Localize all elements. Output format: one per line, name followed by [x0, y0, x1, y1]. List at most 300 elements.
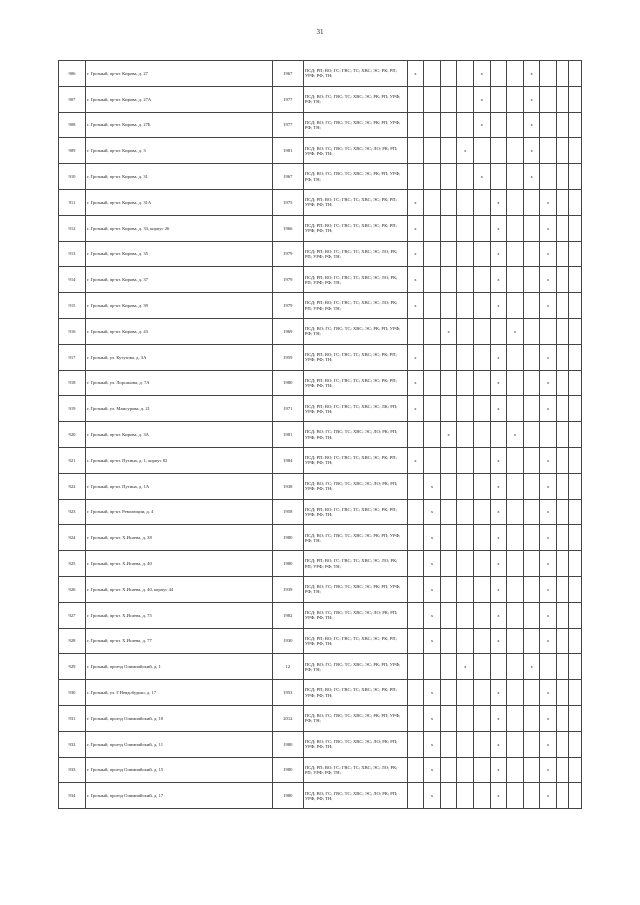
period-mark-cell: x [490, 344, 507, 370]
period-mark-cell [440, 783, 457, 809]
period-mark-cell [424, 422, 441, 448]
period-mark-cell: x [523, 112, 540, 138]
period-mark-cell [474, 189, 491, 215]
row-number: 918 [59, 370, 86, 396]
row-number: 911 [59, 189, 86, 215]
year-cell: 1980 [272, 783, 303, 809]
period-mark-cell [556, 628, 568, 654]
period-mark-cell: x [424, 757, 441, 783]
period-mark-cell [424, 344, 441, 370]
period-mark-cell [507, 731, 524, 757]
period-mark-cell [523, 783, 540, 809]
period-mark-cell: x [540, 783, 557, 809]
period-mark-cell [569, 61, 582, 87]
period-mark-cell [569, 215, 582, 241]
period-mark-cell: x [407, 344, 424, 370]
period-mark-cell [507, 705, 524, 731]
period-mark-cell [407, 164, 424, 190]
table-row [59, 138, 582, 164]
works-list-cell: ПСД; РП; ВО; ГС; ГВС; ТС; ХВС; ЭС; ЛО; РК; РП; УРФ; РФ; ТН; [303, 757, 407, 783]
period-mark-cell [523, 293, 540, 319]
table-row [59, 370, 582, 396]
period-mark-cell [523, 525, 540, 551]
period-mark-cell: x [540, 370, 557, 396]
year-cell: 1958 [272, 499, 303, 525]
period-mark-cell [490, 61, 507, 87]
period-mark-cell: x [540, 525, 557, 551]
period-mark-cell: x [490, 473, 507, 499]
period-mark-cell [556, 396, 568, 422]
row-number: 934 [59, 783, 86, 809]
period-mark-cell: x [490, 525, 507, 551]
period-mark-cell [440, 164, 457, 190]
year-cell: 1967 [272, 164, 303, 190]
address-cell: г. Грозный, пр-кт. Х.Исаева, д. 40, корпус 44 [85, 576, 272, 602]
period-mark-cell: x [490, 215, 507, 241]
period-mark-cell [569, 654, 582, 680]
period-mark-cell: x [523, 86, 540, 112]
period-mark-cell: x [424, 576, 441, 602]
works-list-cell: ПСД; ВО; ГС; ГВС; ТС; ХВС; ЭС; РК; РП; УРФ; РФ; ТН; [303, 576, 407, 602]
period-mark-cell [407, 628, 424, 654]
address-cell: г. Грозный, ул. Мамсурова, д. 21 [85, 396, 272, 422]
period-mark-cell [407, 654, 424, 680]
year-cell: 1980 [272, 731, 303, 757]
period-mark-cell [556, 138, 568, 164]
year-cell: 1979 [272, 241, 303, 267]
table-row [59, 757, 582, 783]
row-number: 931 [59, 705, 86, 731]
period-mark-cell [569, 757, 582, 783]
period-mark-cell [556, 267, 568, 293]
period-mark-cell [474, 705, 491, 731]
period-mark-cell [490, 138, 507, 164]
year-cell: 1977 [272, 86, 303, 112]
table-row [59, 705, 582, 731]
table-row [59, 215, 582, 241]
period-mark-cell [457, 293, 474, 319]
period-mark-cell: x [523, 138, 540, 164]
period-mark-cell: x [490, 783, 507, 809]
period-mark-cell: x [540, 705, 557, 731]
period-mark-cell: x [440, 318, 457, 344]
address-cell: г. Грозный, пр-кт. Кирова, д. 39 [85, 293, 272, 319]
table-row [59, 783, 582, 809]
period-mark-cell: x [490, 680, 507, 706]
works-list-cell: ПСД; ВО; ГС; ГВС; ТС; ХВС; ЭС; РК; РП; УРФ; РФ; ТН; [303, 654, 407, 680]
period-mark-cell [507, 551, 524, 577]
year-cell: 1979 [272, 293, 303, 319]
period-mark-cell [474, 757, 491, 783]
period-mark-cell [569, 499, 582, 525]
period-mark-cell [457, 447, 474, 473]
period-mark-cell [523, 318, 540, 344]
period-mark-cell [569, 396, 582, 422]
period-mark-cell [457, 189, 474, 215]
period-mark-cell [569, 241, 582, 267]
row-number: 912 [59, 215, 86, 241]
address-cell: г. Грозный, проезд Олимпийский, д. 1 [85, 654, 272, 680]
period-mark-cell [457, 602, 474, 628]
works-list-cell: ПСД; РП; ВО; ГС; ГВС; ТС; ХВС; ЭС; РК; РП; УРФ; РФ; ТН; [303, 61, 407, 87]
period-mark-cell [440, 628, 457, 654]
period-mark-cell [569, 189, 582, 215]
period-mark-cell [440, 731, 457, 757]
year-cell: 12 [272, 654, 303, 680]
period-mark-cell [569, 293, 582, 319]
period-mark-cell [507, 783, 524, 809]
housing-registry-table [58, 60, 582, 809]
period-mark-cell: x [424, 499, 441, 525]
row-number: 916 [59, 318, 86, 344]
period-mark-cell [407, 576, 424, 602]
period-mark-cell [507, 86, 524, 112]
period-mark-cell [474, 680, 491, 706]
period-mark-cell [523, 215, 540, 241]
period-mark-cell [540, 654, 557, 680]
period-mark-cell [507, 241, 524, 267]
period-mark-cell [440, 447, 457, 473]
row-number: 909 [59, 138, 86, 164]
row-number: 921 [59, 447, 86, 473]
period-mark-cell: x [540, 267, 557, 293]
period-mark-cell: x [490, 499, 507, 525]
works-list-cell: ПСД; ВО; ГС; ГВС; ТС; ХВС; ЭС; ЛО; РК; РП; УРФ; РФ; ТН; [303, 473, 407, 499]
table-row [59, 525, 582, 551]
period-mark-cell [556, 189, 568, 215]
period-mark-cell [490, 112, 507, 138]
period-mark-cell [474, 215, 491, 241]
address-cell: г. Грозный, пр-кт. Кирова, д. 27 [85, 61, 272, 87]
period-mark-cell [407, 422, 424, 448]
period-mark-cell [507, 370, 524, 396]
period-mark-cell [440, 499, 457, 525]
address-cell: г. Грозный, проезд Олимпийский, д. 11 [85, 731, 272, 757]
period-mark-cell [569, 86, 582, 112]
period-mark-cell [540, 422, 557, 448]
year-cell: 1971 [272, 396, 303, 422]
period-mark-cell: x [424, 551, 441, 577]
period-mark-cell [440, 370, 457, 396]
period-mark-cell [440, 551, 457, 577]
row-number: 930 [59, 680, 86, 706]
period-mark-cell [474, 318, 491, 344]
year-cell: 1953 [272, 680, 303, 706]
address-cell: г. Грозный, пр-кт. Кирова, д. 37 [85, 267, 272, 293]
table-row [59, 267, 582, 293]
period-mark-cell [523, 189, 540, 215]
address-cell: г. Грозный, пр-кт. Кирова, д. 33, корпус 26 [85, 215, 272, 241]
period-mark-cell [540, 112, 557, 138]
period-mark-cell: x [457, 138, 474, 164]
row-number: 925 [59, 551, 86, 577]
period-mark-cell [556, 112, 568, 138]
period-mark-cell: x [407, 241, 424, 267]
year-cell: 1980 [272, 370, 303, 396]
period-mark-cell [507, 680, 524, 706]
period-mark-cell [507, 396, 524, 422]
period-mark-cell: x [507, 318, 524, 344]
period-mark-cell [540, 61, 557, 87]
period-mark-cell [407, 318, 424, 344]
period-mark-cell [474, 525, 491, 551]
table-row [59, 731, 582, 757]
period-mark-cell: x [424, 628, 441, 654]
period-mark-cell [474, 731, 491, 757]
period-mark-cell [540, 164, 557, 190]
year-cell: 2012 [272, 705, 303, 731]
period-mark-cell: x [424, 525, 441, 551]
period-mark-cell [523, 447, 540, 473]
period-mark-cell [474, 447, 491, 473]
works-list-cell: ПСД; ВО; ГС; ГВС; ТС; ХВС; ЭС; ЛО; РК; РП; УРФ; РФ; ТН; [303, 731, 407, 757]
period-mark-cell: x [407, 396, 424, 422]
year-cell: 1982 [272, 602, 303, 628]
period-mark-cell [407, 112, 424, 138]
year-cell: 1977 [272, 112, 303, 138]
period-mark-cell: x [490, 370, 507, 396]
period-mark-cell [556, 473, 568, 499]
period-mark-cell [440, 396, 457, 422]
period-mark-cell [490, 86, 507, 112]
period-mark-cell [523, 551, 540, 577]
period-mark-cell: x [540, 241, 557, 267]
works-list-cell: ПСД; РП; ВО; ГС; ГВС; ТС; ХВС; ЭС; РК; РП; УРФ; РФ; ТН; [303, 447, 407, 473]
period-mark-cell [556, 731, 568, 757]
period-mark-cell [457, 112, 474, 138]
period-mark-cell [556, 215, 568, 241]
period-mark-cell [474, 241, 491, 267]
period-mark-cell [407, 551, 424, 577]
period-mark-cell [490, 422, 507, 448]
period-mark-cell [424, 396, 441, 422]
row-number: 932 [59, 731, 86, 757]
row-number: 927 [59, 602, 86, 628]
period-mark-cell [569, 525, 582, 551]
table-row [59, 396, 582, 422]
address-cell: г. Грозный, пр-кт. Х.Исаева, д. 40 [85, 551, 272, 577]
works-list-cell: ПСД; РП; ВО; ГС; ГВС; ТС; ХВС; ЭС; РК; РП; УРФ; РФ; ТН; [303, 370, 407, 396]
period-mark-cell [523, 396, 540, 422]
table-row [59, 164, 582, 190]
period-mark-cell [474, 396, 491, 422]
period-mark-cell [507, 344, 524, 370]
works-list-cell: ПСД; ВО; ГС; ГВС; ТС; ХВС; ЭС; РК; РП; УРФ; РФ; ТН; [303, 86, 407, 112]
row-number: 920 [59, 422, 86, 448]
period-mark-cell: x [540, 189, 557, 215]
table-row [59, 654, 582, 680]
period-mark-cell [424, 447, 441, 473]
period-mark-cell [569, 112, 582, 138]
period-mark-cell [457, 267, 474, 293]
period-mark-cell [440, 757, 457, 783]
period-mark-cell [523, 680, 540, 706]
period-mark-cell [569, 731, 582, 757]
works-list-cell: ПСД; РП; ВО; ГС; ГВС; ТС; ХВС; ЭС; ЛО; РК; РП; УРФ; РФ; ТН; [303, 293, 407, 319]
period-mark-cell [457, 473, 474, 499]
works-list-cell: ПСД; РП; ВО; ГС; ГВС; ТС; ХВС; ЭС; РК; РП; УРФ; РФ; ТН; [303, 215, 407, 241]
period-mark-cell [507, 654, 524, 680]
year-cell: 1938 [272, 473, 303, 499]
period-mark-cell [507, 189, 524, 215]
period-mark-cell [440, 293, 457, 319]
period-mark-cell [474, 499, 491, 525]
works-list-cell: ПСД; ВО; ГС; ГВС; ТС; ХВС; ЭС; РК; РП; УРФ; РФ; ТН; [303, 318, 407, 344]
period-mark-cell [407, 602, 424, 628]
period-mark-cell [507, 293, 524, 319]
period-mark-cell [569, 370, 582, 396]
period-mark-cell [407, 86, 424, 112]
period-mark-cell [474, 293, 491, 319]
row-number: 910 [59, 164, 86, 190]
period-mark-cell: x [490, 293, 507, 319]
works-list-cell: ПСД; РП; ВО; ГС; ГВС; ТС; ХВС; ЭС; ЛО; РК; РП; УРФ; РФ; ТН; [303, 267, 407, 293]
works-list-cell: ПСД; РП; ВО; ГС; ГВС; ТС; ХВС; ЭС; ЛО; РК; РП; УРФ; РФ; ТН; [303, 551, 407, 577]
period-mark-cell [569, 267, 582, 293]
address-cell: г. Грозный, пр-кт. Х.Исаева, д. 75 [85, 602, 272, 628]
year-cell: 1980 [272, 551, 303, 577]
period-mark-cell [474, 473, 491, 499]
period-mark-cell [457, 525, 474, 551]
table-row [59, 86, 582, 112]
period-mark-cell: x [540, 628, 557, 654]
address-cell: г. Грозный, пр-кт. Кирова, д. 27А [85, 86, 272, 112]
period-mark-cell: x [540, 499, 557, 525]
period-mark-cell: x [540, 576, 557, 602]
period-mark-cell [523, 757, 540, 783]
period-mark-cell: x [424, 473, 441, 499]
period-mark-cell: x [490, 447, 507, 473]
period-mark-cell [556, 370, 568, 396]
period-mark-cell [556, 499, 568, 525]
period-mark-cell: x [424, 602, 441, 628]
period-mark-cell [474, 576, 491, 602]
year-cell: 1969 [272, 318, 303, 344]
period-mark-cell: x [490, 731, 507, 757]
period-mark-cell [474, 628, 491, 654]
year-cell: 1980 [272, 525, 303, 551]
row-number: 933 [59, 757, 86, 783]
period-mark-cell [440, 112, 457, 138]
period-mark-cell [424, 654, 441, 680]
period-mark-cell [424, 112, 441, 138]
works-list-cell: ПСД; РП; ВО; ГС; ГВС; ТС; ХВС; ЭС; ЛО; РК; РП; УРФ; РФ; ТН; [303, 241, 407, 267]
works-list-cell: ПСД; РП; ВО; ГС; ГВС; ТС; ХВС; ЭС; РК; РП; УРФ; РФ; ТН; [303, 628, 407, 654]
works-list-cell: ПСД; ВО; ГС; ГВС; ТС; ХВС; ЭС; ЛО; РК; РП; УРФ; РФ; ТН; [303, 138, 407, 164]
period-mark-cell [424, 318, 441, 344]
table-row [59, 447, 582, 473]
period-mark-cell [407, 680, 424, 706]
period-mark-cell [569, 576, 582, 602]
row-number: 915 [59, 293, 86, 319]
period-mark-cell: x [474, 86, 491, 112]
period-mark-cell [556, 705, 568, 731]
period-mark-cell [440, 267, 457, 293]
period-mark-cell [424, 61, 441, 87]
period-mark-cell [569, 783, 582, 809]
row-number: 913 [59, 241, 86, 267]
row-number: 929 [59, 654, 86, 680]
period-mark-cell: x [407, 293, 424, 319]
period-mark-cell [407, 138, 424, 164]
period-mark-cell: x [540, 731, 557, 757]
period-mark-cell [507, 602, 524, 628]
period-mark-cell [507, 112, 524, 138]
period-mark-cell [490, 164, 507, 190]
works-list-cell: ПСД; РП; ВО; ГС; ГВС; ТС; ХВС; ЭС; ЛК; РП; УРФ; РФ; ТН; [303, 396, 407, 422]
year-cell: 1981 [272, 422, 303, 448]
period-mark-cell [556, 447, 568, 473]
row-number: 908 [59, 112, 86, 138]
period-mark-cell [407, 499, 424, 525]
period-mark-cell [457, 422, 474, 448]
address-cell: г. Грозный, пр-кт. Путина, д. 1А [85, 473, 272, 499]
period-mark-cell [523, 422, 540, 448]
period-mark-cell: x [424, 783, 441, 809]
works-list-cell: ПСД; ВО; ГС; ГВС; ТС; ХВС; ЭС; РК; РП; УРФ; РФ; ТН; [303, 112, 407, 138]
year-cell: 1979 [272, 267, 303, 293]
period-mark-cell: x [490, 705, 507, 731]
period-mark-cell [407, 705, 424, 731]
period-mark-cell [424, 267, 441, 293]
address-cell: г. Грозный, проезд Олимпийский, д. 10 [85, 705, 272, 731]
table-row [59, 628, 582, 654]
period-mark-cell [424, 138, 441, 164]
period-mark-cell [457, 344, 474, 370]
row-number: 923 [59, 499, 86, 525]
table-row [59, 499, 582, 525]
period-mark-cell [540, 86, 557, 112]
period-mark-cell [457, 628, 474, 654]
period-mark-cell [440, 86, 457, 112]
period-mark-cell [569, 705, 582, 731]
period-mark-cell: x [540, 396, 557, 422]
address-cell: г. Грозный, ул. Кутузова, д. 3А [85, 344, 272, 370]
address-cell: г. Грозный, пр-кт. Кирова, д. 43 [85, 318, 272, 344]
period-mark-cell [507, 138, 524, 164]
period-mark-cell [407, 525, 424, 551]
period-mark-cell [556, 783, 568, 809]
address-cell: г. Грозный, пр-кт. Кирова, д. 27Б [85, 112, 272, 138]
row-number: 914 [59, 267, 86, 293]
period-mark-cell [440, 189, 457, 215]
period-mark-cell [440, 576, 457, 602]
period-mark-cell: x [424, 705, 441, 731]
period-mark-cell: x [490, 396, 507, 422]
period-mark-cell [556, 654, 568, 680]
period-mark-cell [569, 602, 582, 628]
period-mark-cell [457, 370, 474, 396]
year-cell: 1980 [272, 757, 303, 783]
period-mark-cell: x [490, 241, 507, 267]
period-mark-cell: x [407, 370, 424, 396]
period-mark-cell [569, 422, 582, 448]
period-mark-cell [523, 344, 540, 370]
period-mark-cell [556, 344, 568, 370]
period-mark-cell [556, 164, 568, 190]
period-mark-cell [507, 164, 524, 190]
period-mark-cell [523, 602, 540, 628]
period-mark-cell [424, 215, 441, 241]
period-mark-cell [507, 267, 524, 293]
year-cell: 1984 [272, 447, 303, 473]
period-mark-cell [457, 499, 474, 525]
period-mark-cell: x [474, 61, 491, 87]
period-mark-cell [523, 267, 540, 293]
period-mark-cell [457, 731, 474, 757]
period-mark-cell [440, 138, 457, 164]
period-mark-cell [474, 267, 491, 293]
